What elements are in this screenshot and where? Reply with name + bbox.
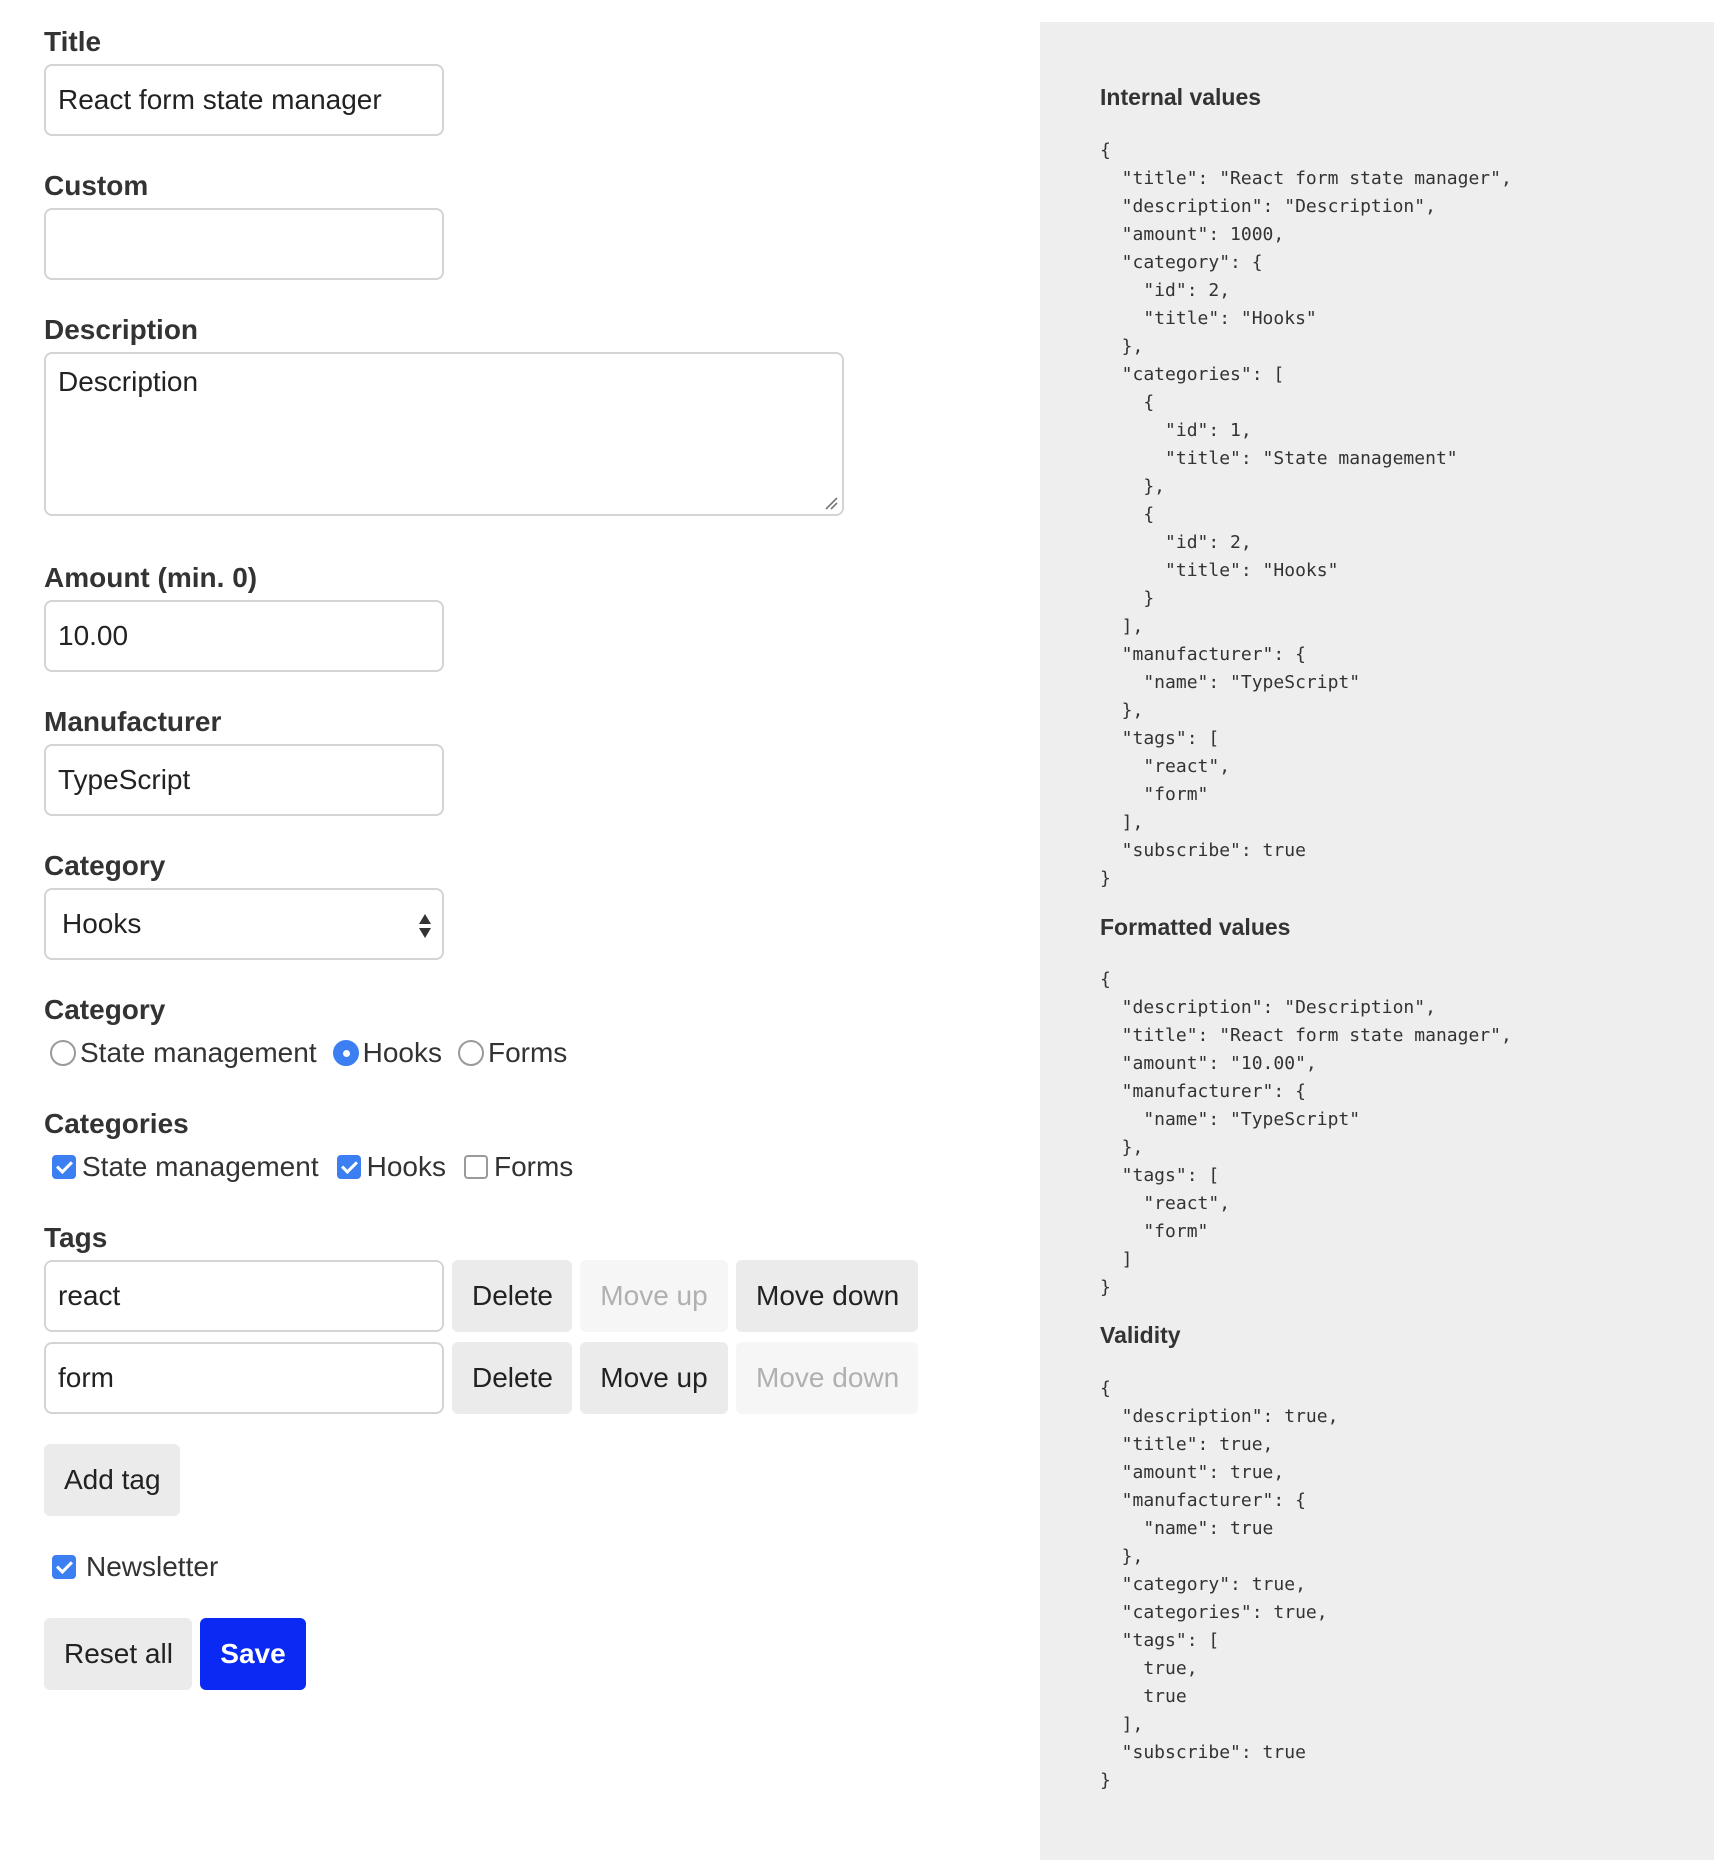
checkbox-label-forms: Forms	[493, 1151, 574, 1182]
manufacturer-label: Manufacturer	[44, 706, 222, 737]
newsletter-checkbox[interactable]	[52, 1555, 76, 1579]
radio-label-state-management: State management	[80, 1037, 317, 1068]
title-input[interactable]: React form state manager	[44, 64, 444, 136]
formatted-values-title: Formatted values	[1100, 914, 1291, 940]
radio-label-forms: Forms	[487, 1037, 568, 1068]
categories-label: Categories	[44, 1108, 189, 1139]
amount-input[interactable]: 10.00	[44, 600, 444, 672]
category-radio-group	[44, 1033, 577, 1073]
tag-move-up-button[interactable]: Move up	[580, 1342, 728, 1414]
internal-values-title: Internal values	[1100, 84, 1262, 110]
resize-grip-icon[interactable]	[824, 496, 838, 510]
title-label: Title	[44, 26, 102, 57]
tag-move-down-button[interactable]: Move down	[736, 1342, 918, 1414]
category-select[interactable]	[44, 888, 444, 960]
tag-delete-button[interactable]: Delete	[452, 1260, 572, 1332]
category-radio-label: Category	[44, 994, 166, 1025]
validity-title: Validity	[1100, 1322, 1181, 1348]
radio-forms[interactable]	[458, 1040, 484, 1066]
category-select-label: Category	[44, 850, 166, 881]
description-textarea[interactable]	[44, 352, 844, 516]
save-button[interactable]: Save	[200, 1618, 306, 1690]
internal-values-json: { "title": "React form state manager", "description": "Description", "amount": 1000, "category": { "id": 2, "title": "Hooks" }, "categories": [ { "id": 1, "title": "State management" }, { "id": 2, "title": "Hooks" } ], "manufacturer": { "name": "TypeScript" }, "tags": [ "react", "form" ], "subscribe": true }	[1100, 140, 1512, 889]
tag-delete-button[interactable]: Delete	[452, 1342, 572, 1414]
custom-label: Custom	[44, 170, 149, 201]
categories-checkbox-group	[44, 1147, 583, 1187]
tag-move-down-button[interactable]: Move down	[736, 1260, 918, 1332]
radio-hooks[interactable]	[333, 1040, 359, 1066]
radio-label-hooks: Hooks	[362, 1037, 442, 1068]
tag-move-up-button[interactable]: Move up	[580, 1260, 728, 1332]
checkbox-label-hooks: Hooks	[366, 1151, 446, 1182]
reset-all-button[interactable]: Reset all	[44, 1618, 192, 1690]
category-select-value: Hooks	[62, 908, 142, 939]
manufacturer-input[interactable]: TypeScript	[44, 744, 444, 816]
formatted-values-json: { "description": "Description", "title": "React form state manager", "amount": "10.00", "manufacturer": { "name": "TypeScript" }, "tags": [ "react", "form" ] }	[1100, 969, 1512, 1298]
checkbox-hooks[interactable]	[337, 1155, 361, 1179]
values-panel	[1040, 22, 1714, 1860]
select-arrows-icon	[418, 912, 432, 940]
custom-input[interactable]	[44, 208, 444, 280]
newsletter-row	[44, 1547, 228, 1587]
tag-input-react[interactable]: react	[44, 1260, 444, 1332]
description-text: Description	[58, 366, 199, 397]
validity-json: { "description": true, "title": true, "amount": true, "manufacturer": { "name": true }, "category": true, "categories": true, "tags": [ true, true ], "subscribe": true }	[1100, 1378, 1339, 1791]
newsletter-label: Newsletter	[86, 1551, 219, 1582]
tag-input-form[interactable]: form	[44, 1342, 444, 1414]
radio-state-management[interactable]	[50, 1040, 76, 1066]
checkbox-state-management[interactable]	[52, 1155, 76, 1179]
amount-label: Amount (min. 0)	[44, 562, 258, 593]
checkbox-forms[interactable]	[464, 1155, 488, 1179]
add-tag-button[interactable]: Add tag	[44, 1444, 180, 1516]
description-label: Description	[44, 314, 199, 345]
checkbox-label-state-management: State management	[82, 1151, 319, 1182]
tags-label: Tags	[44, 1222, 108, 1253]
